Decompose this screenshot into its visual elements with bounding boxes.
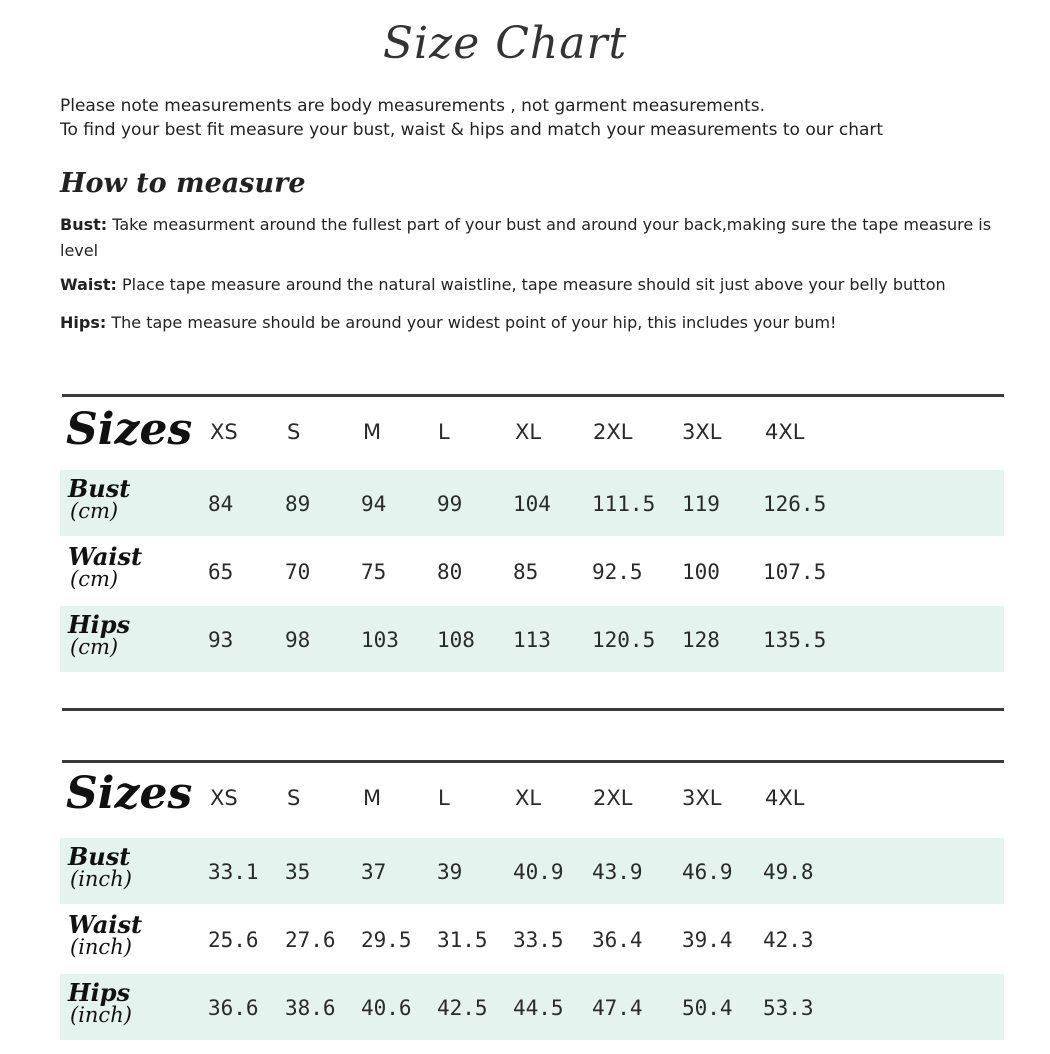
table-cell: 39 bbox=[437, 860, 463, 884]
table-cell: 39.4 bbox=[682, 928, 733, 952]
table-cell: 33.1 bbox=[208, 860, 259, 884]
table-cell: 135.5 bbox=[763, 628, 827, 652]
table-cell: 128 bbox=[682, 628, 720, 652]
row-label-unit: (inch) bbox=[70, 1003, 132, 1027]
table-cell: 107.5 bbox=[763, 560, 827, 584]
row-label-bust bbox=[68, 474, 131, 523]
row-label-unit: (inch) bbox=[70, 935, 132, 959]
table-cell: 84 bbox=[208, 492, 234, 516]
table-cell: 104 bbox=[513, 492, 551, 516]
note-line-1: Please note measurements are body measurements , not garment measurements. bbox=[60, 96, 766, 116]
table-cell: 108 bbox=[437, 628, 475, 652]
row-label-hips bbox=[68, 610, 131, 659]
table-cell: 40.6 bbox=[361, 996, 412, 1020]
table-cell: 47.4 bbox=[592, 996, 643, 1020]
page-title: Size Chart bbox=[382, 18, 628, 69]
row-label-waist bbox=[68, 542, 143, 591]
row-label-text: Hips bbox=[68, 610, 131, 639]
note-line-2: To find your best fit measure your bust, waist & hips and match your measurements to our chart bbox=[60, 120, 884, 140]
table-cell: 27.6 bbox=[285, 928, 336, 952]
sizes-header-label: Sizes bbox=[66, 404, 193, 455]
row-label-text: Waist bbox=[68, 910, 143, 939]
table-cell: 119 bbox=[682, 492, 720, 516]
bust-instruction-text: Take measurment around the fullest part of your bust and around your back,making sure the tape measure is level bbox=[60, 215, 992, 260]
waist-instruction-label: Waist: bbox=[60, 275, 117, 294]
size-header-cell: XL bbox=[515, 420, 542, 444]
waist-instruction bbox=[60, 272, 1010, 298]
size-header-cell: XS bbox=[210, 786, 238, 810]
size-header-cell: 4XL bbox=[765, 786, 805, 810]
table-cell: 31.5 bbox=[437, 928, 488, 952]
size-header-cell: 2XL bbox=[593, 420, 633, 444]
divider-rule bbox=[62, 708, 1004, 711]
table-cell: 42.3 bbox=[763, 928, 814, 952]
table-cell: 33.5 bbox=[513, 928, 564, 952]
bust-instruction-label: Bust: bbox=[60, 215, 108, 234]
table-cell: 25.6 bbox=[208, 928, 259, 952]
table-row-hips bbox=[60, 606, 1004, 672]
row-label-text: Hips bbox=[68, 978, 131, 1007]
table-row-hips bbox=[60, 974, 1004, 1040]
hips-instruction-label: Hips: bbox=[60, 313, 107, 332]
table-cell: 85 bbox=[513, 560, 539, 584]
size-header-cell: XL bbox=[515, 786, 542, 810]
size-header-cell: 3XL bbox=[682, 420, 722, 444]
size-header-cell: 3XL bbox=[682, 786, 722, 810]
table-cell: 92.5 bbox=[592, 560, 643, 584]
size-header-cell: L bbox=[438, 786, 450, 810]
table-cell: 36.4 bbox=[592, 928, 643, 952]
table-cell: 42.5 bbox=[437, 996, 488, 1020]
table-cell: 111.5 bbox=[592, 492, 656, 516]
divider-rule bbox=[62, 394, 1004, 397]
size-header-cell: XS bbox=[210, 420, 238, 444]
table-cell: 98 bbox=[285, 628, 311, 652]
table-cell: 36.6 bbox=[208, 996, 259, 1020]
row-label-text: Bust bbox=[68, 842, 131, 871]
table-header-row bbox=[60, 400, 1004, 466]
row-label-unit: (cm) bbox=[70, 499, 119, 523]
hips-instruction-text: The tape measure should be around your widest point of your hip, this includes your bum! bbox=[111, 313, 837, 332]
table-cell: 126.5 bbox=[763, 492, 827, 516]
table-cell: 29.5 bbox=[361, 928, 412, 952]
row-label-unit: (cm) bbox=[70, 635, 119, 659]
size-header-cell: 4XL bbox=[765, 420, 805, 444]
table-cell: 50.4 bbox=[682, 996, 733, 1020]
table-cell: 49.8 bbox=[763, 860, 814, 884]
table-cell: 65 bbox=[208, 560, 234, 584]
table-cell: 43.9 bbox=[592, 860, 643, 884]
size-header-cell: M bbox=[363, 786, 382, 810]
size-header-cell: S bbox=[287, 420, 301, 444]
table-cell: 70 bbox=[285, 560, 311, 584]
bust-instruction bbox=[60, 212, 1010, 264]
how-to-measure-heading: How to measure bbox=[60, 168, 306, 199]
size-header-cell: M bbox=[363, 420, 382, 444]
table-cell: 100 bbox=[682, 560, 720, 584]
table-cell: 40.9 bbox=[513, 860, 564, 884]
size-header-cell: S bbox=[287, 786, 301, 810]
table-cell: 103 bbox=[361, 628, 399, 652]
table-cell: 37 bbox=[361, 860, 387, 884]
table-header-row bbox=[60, 764, 1004, 830]
table-cell: 44.5 bbox=[513, 996, 564, 1020]
size-header-cell: L bbox=[438, 420, 450, 444]
row-label-unit: (cm) bbox=[70, 567, 119, 591]
row-label-hips bbox=[68, 978, 132, 1027]
table-cell: 46.9 bbox=[682, 860, 733, 884]
table-row-waist bbox=[60, 538, 1004, 604]
waist-instruction-text: Place tape measure around the natural waistline, tape measure should sit just above your belly button bbox=[122, 275, 946, 294]
table-cell: 89 bbox=[285, 492, 311, 516]
table-cell: 93 bbox=[208, 628, 234, 652]
sizes-header-label: Sizes bbox=[66, 768, 193, 819]
row-label-text: Bust bbox=[68, 474, 131, 503]
row-label-unit: (inch) bbox=[70, 867, 132, 891]
table-cell: 113 bbox=[513, 628, 551, 652]
table-cell: 38.6 bbox=[285, 996, 336, 1020]
size-table-inch bbox=[60, 764, 1004, 1044]
table-cell: 94 bbox=[361, 492, 387, 516]
table-cell: 35 bbox=[285, 860, 311, 884]
table-cell: 120.5 bbox=[592, 628, 656, 652]
size-header-cell: 2XL bbox=[593, 786, 633, 810]
table-cell: 75 bbox=[361, 560, 387, 584]
table-row-bust bbox=[60, 838, 1004, 904]
table-cell: 53.3 bbox=[763, 996, 814, 1020]
hips-instruction bbox=[60, 310, 1010, 336]
size-table-cm bbox=[60, 400, 1004, 672]
row-label-bust bbox=[68, 842, 132, 891]
row-label-waist bbox=[68, 910, 143, 959]
row-label-text: Waist bbox=[68, 542, 143, 571]
table-cell: 80 bbox=[437, 560, 463, 584]
table-row-waist bbox=[60, 906, 1004, 972]
table-row-bust bbox=[60, 470, 1004, 536]
divider-rule bbox=[62, 760, 1004, 763]
table-cell: 99 bbox=[437, 492, 463, 516]
